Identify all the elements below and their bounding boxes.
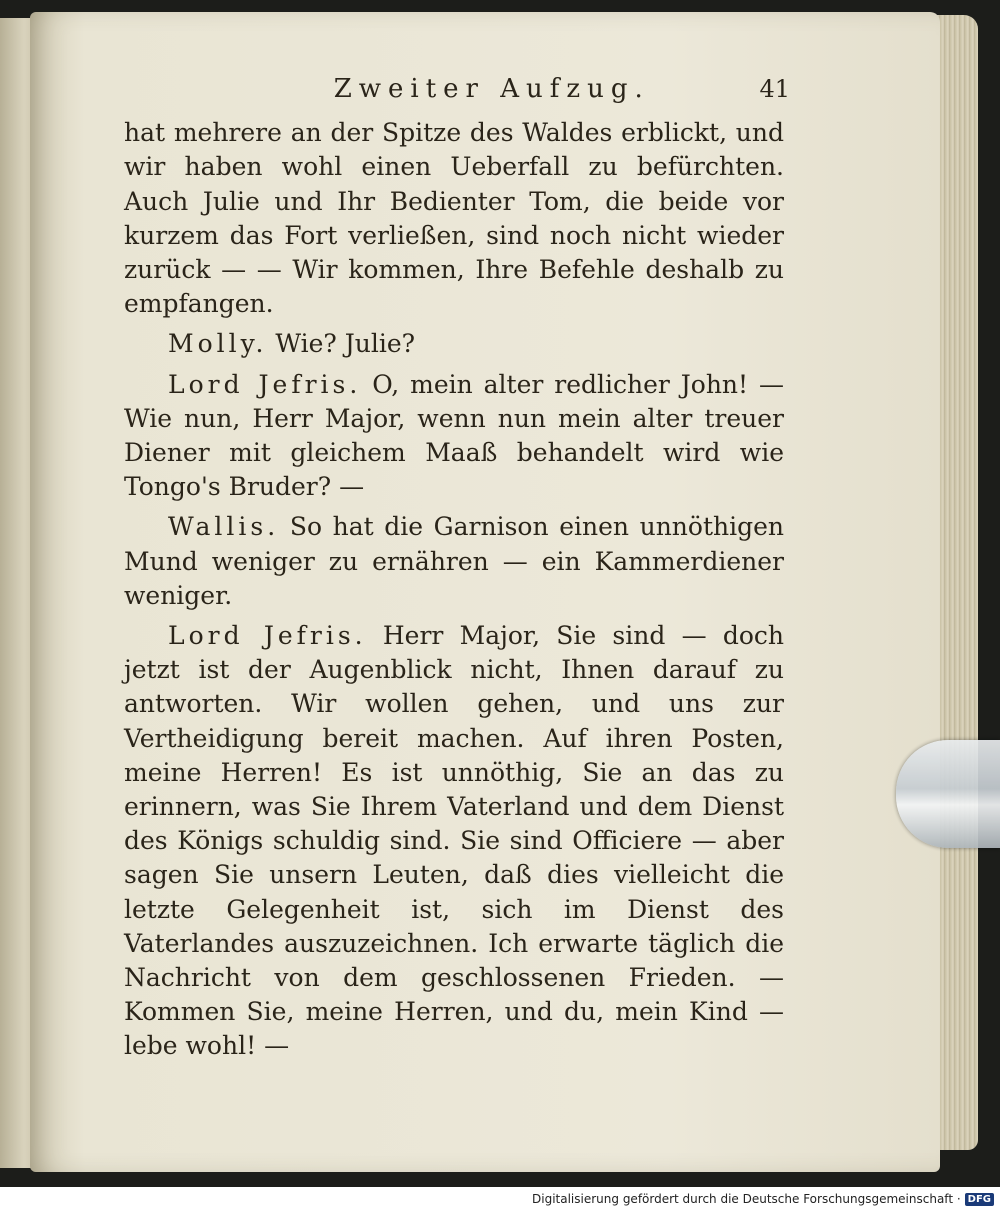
speaker-name: Molly. [168, 329, 268, 359]
dialogue-text: Herr Major, Sie sind — doch jetzt ist der Augenblick nicht, Ihnen darauf zu antworten. Wir wollen gehen, und uns zur Vertheidigung bereit machen. Auf ihren Posten, meine Herren! Es ist unnöthig, Sie an das zu erinnern, was Sie Ihrem Vaterland und dem Dienst des Königs schuldig sind. Sie sind Officiere — aber sagen Sie unsern Leuten, daß dies vielleicht die letzte Gelegenheit ist, sich im Dienst des Vaterlandes auszuzeichnen. Ich erwarte täglich die Nachricht von dem geschlossenen Frieden. — Kommen Sie, meine Herren, und du, mein Kind — lebe wohl! — [124, 621, 784, 1061]
dialogue-line [124, 327, 784, 361]
dialogue-line [124, 619, 784, 1064]
page-text [124, 72, 790, 1064]
page-header [124, 72, 790, 106]
dialogue-text: Wie? Julie? [275, 329, 416, 359]
speaker-name: Lord Jefris. [168, 621, 367, 651]
running-head: Zweiter Aufzug. [333, 74, 650, 104]
digitization-footer [0, 1187, 1000, 1211]
dialogue-text: So hat die Garnison einen unnöthigen Mund weniger zu ernähren — ein Kammerdiener weniger. [124, 512, 784, 610]
speaker-name: Lord Jefris. [168, 369, 362, 399]
dialogue-line [124, 368, 784, 505]
dfg-logo: DFG [965, 1193, 994, 1206]
dialogue-line [124, 510, 784, 613]
paragraph: hat mehrere an der Spitze des Waldes erblickt, und wir haben wohl einen Ueberfall zu befürchten. Auch Julie und Ihr Bedienter Tom, die beide vor kurzem das Fort verließen, sind noch nicht wieder zurück — — Wir kommen, Ihre Befehle deshalb zu empfangen. [124, 118, 784, 319]
speaker-name: Wallis. [168, 512, 280, 542]
page-number: 41 [759, 75, 790, 103]
footer-credit: Digitalisierung gefördert durch die Deutsche Forschungsgemeinschaft · [532, 1192, 961, 1206]
dialogue-text: O, mein alter redlicher John! — Wie nun, Herr Major, wenn nun mein alter treuer Diener mit gleichem Maaß behandelt wird wie Tongo's Bruder? — [124, 369, 784, 502]
page-clip [896, 740, 1000, 848]
